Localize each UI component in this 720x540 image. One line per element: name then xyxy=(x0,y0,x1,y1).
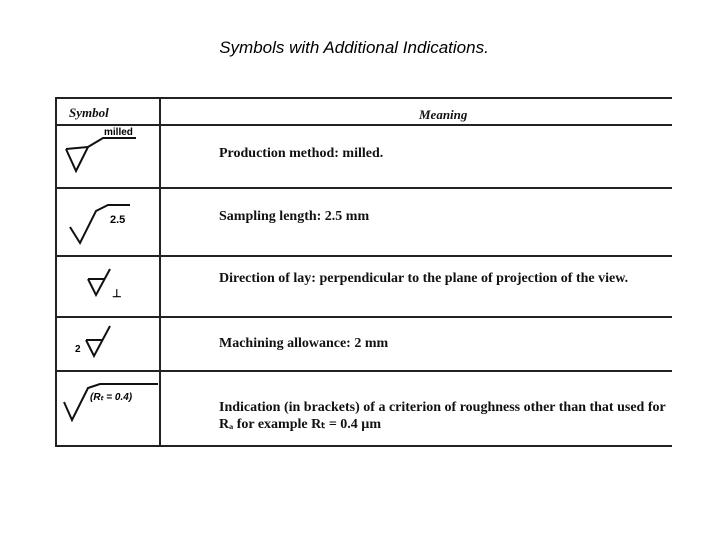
surface-symbol-sampling-length xyxy=(58,189,158,255)
surface-symbol-milled xyxy=(58,125,158,187)
table-left-border xyxy=(55,97,57,447)
header-symbol: Symbol xyxy=(69,105,109,120)
symbol-label: 2 xyxy=(75,344,81,355)
symbols-table xyxy=(55,97,672,448)
table-row xyxy=(58,189,158,255)
symbol-label: (Rₜ = 0.4) xyxy=(90,392,133,403)
table-bottom-border xyxy=(55,445,672,447)
symbol-label: ⊥ xyxy=(112,288,122,300)
symbol-label: milled xyxy=(104,127,133,138)
table-row xyxy=(58,318,158,370)
table-row xyxy=(58,372,158,445)
table-row xyxy=(58,257,158,316)
slide-title: Symbols with Additional Indications. xyxy=(219,38,489,57)
symbol-label: 2.5 xyxy=(110,214,126,226)
table-top-border xyxy=(55,97,672,99)
table-row xyxy=(58,125,158,187)
header-meaning: Meaning xyxy=(419,107,468,122)
meaning-text: Sampling length: 2.5 mm xyxy=(219,209,370,224)
meaning-text: Indication (in brackets) of a criterion of roughness other than that used for Rₐ for example Rₜ = 0.4 µm xyxy=(219,400,666,432)
surface-symbol-roughness-criterion xyxy=(58,372,163,445)
meaning-text: Direction of lay: perpendicular to the plane of projection of the view. xyxy=(219,271,629,286)
surface-symbol-lay-direction xyxy=(58,257,158,316)
surface-symbol-machining-allowance xyxy=(58,318,158,370)
meaning-text: Machining allowance: 2 mm xyxy=(219,336,389,351)
meaning-text: Production method: milled. xyxy=(219,146,384,161)
